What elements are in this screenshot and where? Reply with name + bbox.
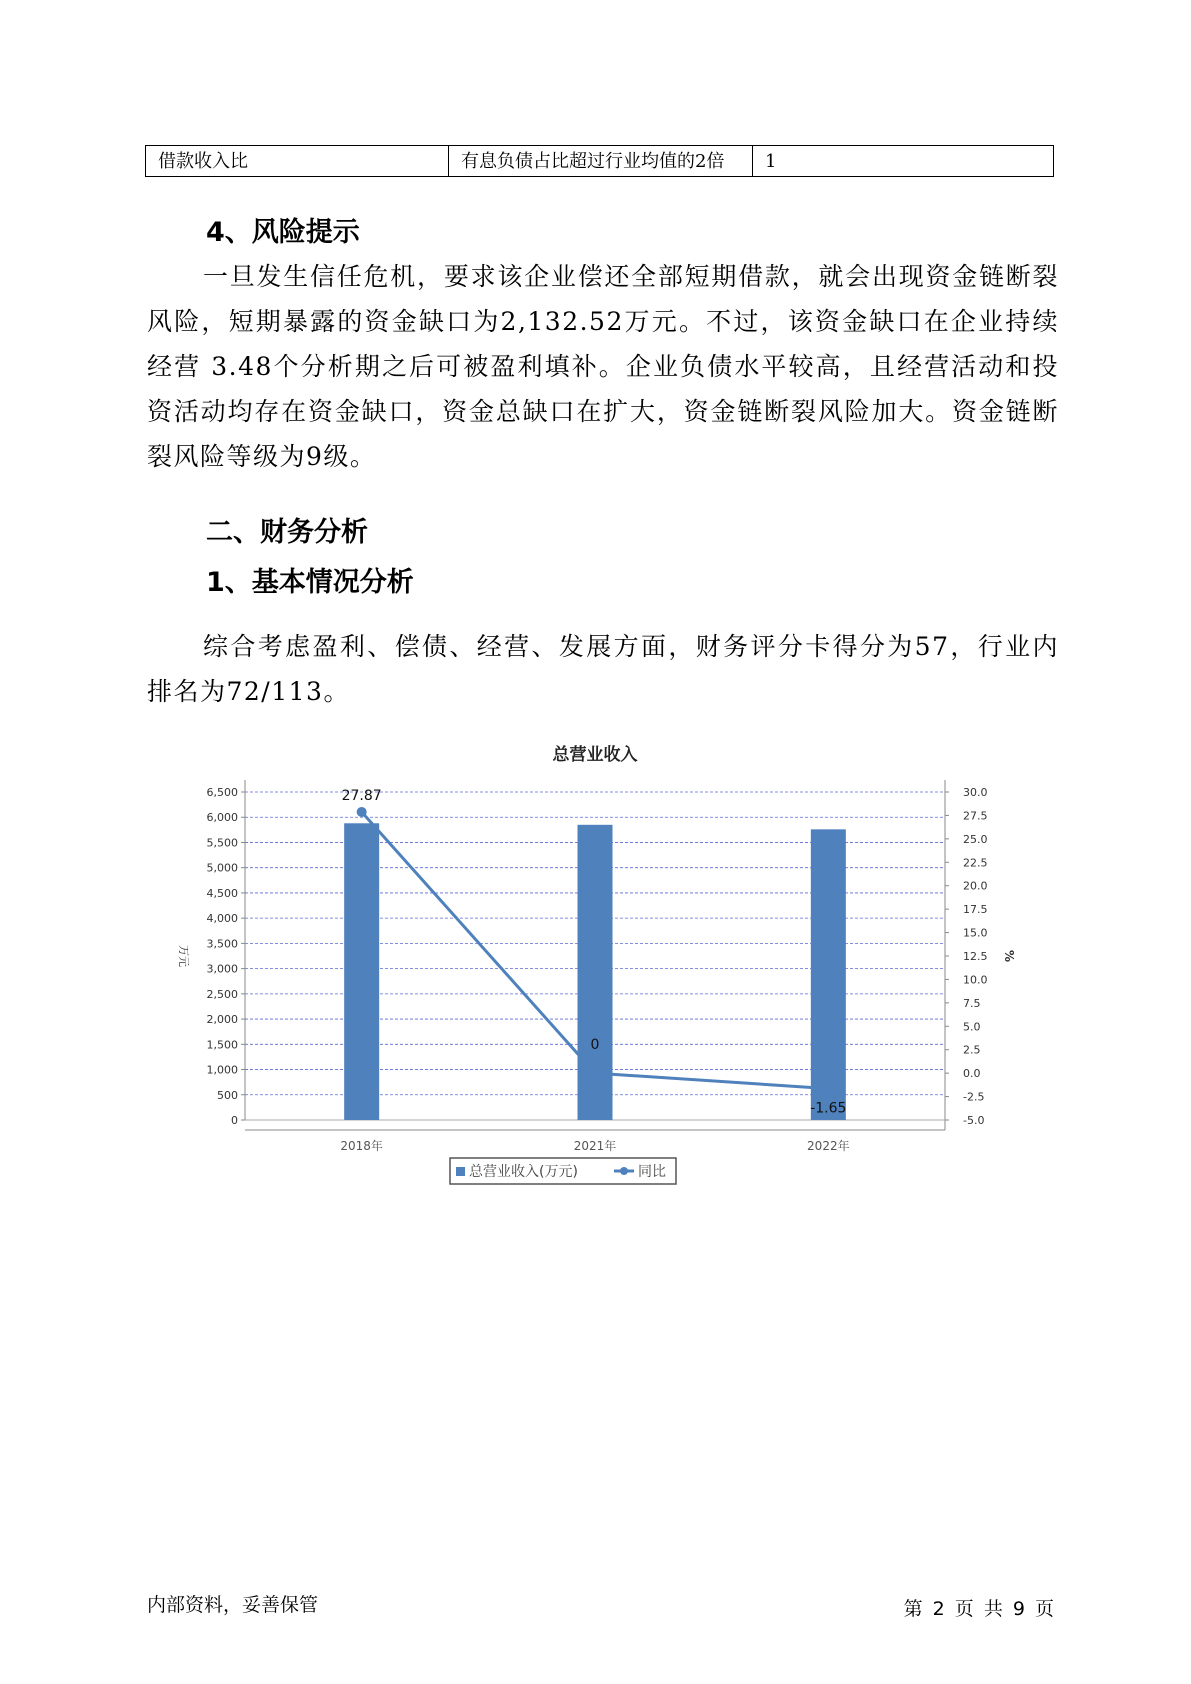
revenue-bar [578,825,613,1120]
footer-page-number: 第 2 页 共 9 页 [903,1598,1054,1620]
legend-bar-label: 总营业收入(万元) [469,1164,578,1180]
legend-bar-swatch [456,1167,465,1176]
y2-tick-label: -5.0 [963,1114,985,1127]
x-tick-label: 2018年 [340,1139,383,1153]
risk-heading: 4、风险提示 [206,217,360,248]
y2-tick-label: 27.5 [963,809,988,823]
revenue-bar [811,829,846,1120]
finance-heading: 二、财务分析 [206,517,368,548]
y2-tick-label: 0.0 [963,1067,981,1081]
x-tick-label: 2021年 [573,1139,617,1153]
y2-tick-label: 22.5 [963,856,988,870]
y-axis-label: 万元 [177,945,190,967]
y2-tick-label: 17.5 [963,903,988,917]
revenue-bar [344,823,379,1120]
y2-tick-label: 10.0 [963,973,988,987]
risk-paragraph: 一旦发生信任危机，要求该企业偿还全部短期借款，就会出现资金链断裂风险，短期暴露的资金缺口为2,132.52万元。不过，该资金缺口在企业持续经营 3.48个分析期之后可被盈利填补。企业负债水平较高，且经营活动和投资活动均存在资金缺口，资金总缺口在扩大，资金链断裂风险加大。资金链断裂风险等级为9级。 [147,262,1059,471]
y2-tick-label: 7.5 [963,996,981,1010]
y-tick-label: 2,500 [206,987,238,1001]
y-tick-label: 3,000 [206,962,238,976]
y-tick-label: 4,500 [206,886,238,900]
y2-axis-label: % [1002,949,1016,963]
legend-line-marker [620,1167,628,1175]
y2-tick-label: 25.0 [963,832,988,846]
indicator-name-cell: 借款收入比 [146,146,449,176]
y-tick-label: 1,500 [206,1038,238,1052]
chart-title: 总营业收入 [552,745,638,765]
x-tick-label: 2022年 [807,1139,850,1153]
y-tick-label: 6,500 [206,786,238,799]
y-tick-label: 500 [217,1088,238,1102]
indicator-rule-cell: 有息负债占比超过行业均值的2倍 [449,146,753,176]
y-tick-label: 6,000 [206,811,238,825]
legend-line-label: 同比 [638,1164,666,1180]
y-tick-label: 5,000 [206,861,238,875]
y2-tick-label: -2.5 [963,1090,985,1104]
revenue-chart [170,740,1050,1200]
y2-tick-label: 2.5 [963,1043,981,1057]
indicator-table-row [145,145,1054,177]
y2-tick-label: 12.5 [963,950,988,963]
basic-paragraph: 综合考虑盈利、偿债、经营、发展方面，财务评分卡得分为57，行业内排名为72/113。 [147,632,1059,706]
y-tick-label: 1,000 [206,1063,238,1077]
yoy-data-label: -1.65 [810,1100,847,1117]
y2-tick-label: 15.0 [963,926,988,940]
y2-tick-label: 30.0 [963,786,988,799]
yoy-point [357,807,367,817]
y-tick-label: 0 [231,1114,238,1127]
footer-confidential: 内部资料，妥善保管 [147,1594,319,1616]
yoy-data-label: 0 [590,1037,600,1054]
indicator-value-cell: 1 [765,151,777,172]
yoy-data-label: 27.87 [341,787,382,804]
y2-tick-label: 20.0 [963,879,988,893]
basic-heading: 1、基本情况分析 [206,567,414,598]
y-tick-label: 5,500 [206,836,238,850]
y-tick-label: 2,000 [206,1013,238,1027]
y-tick-label: 4,000 [206,912,238,926]
y-tick-label: 3,500 [206,937,238,951]
y2-tick-label: 5.0 [963,1020,981,1034]
